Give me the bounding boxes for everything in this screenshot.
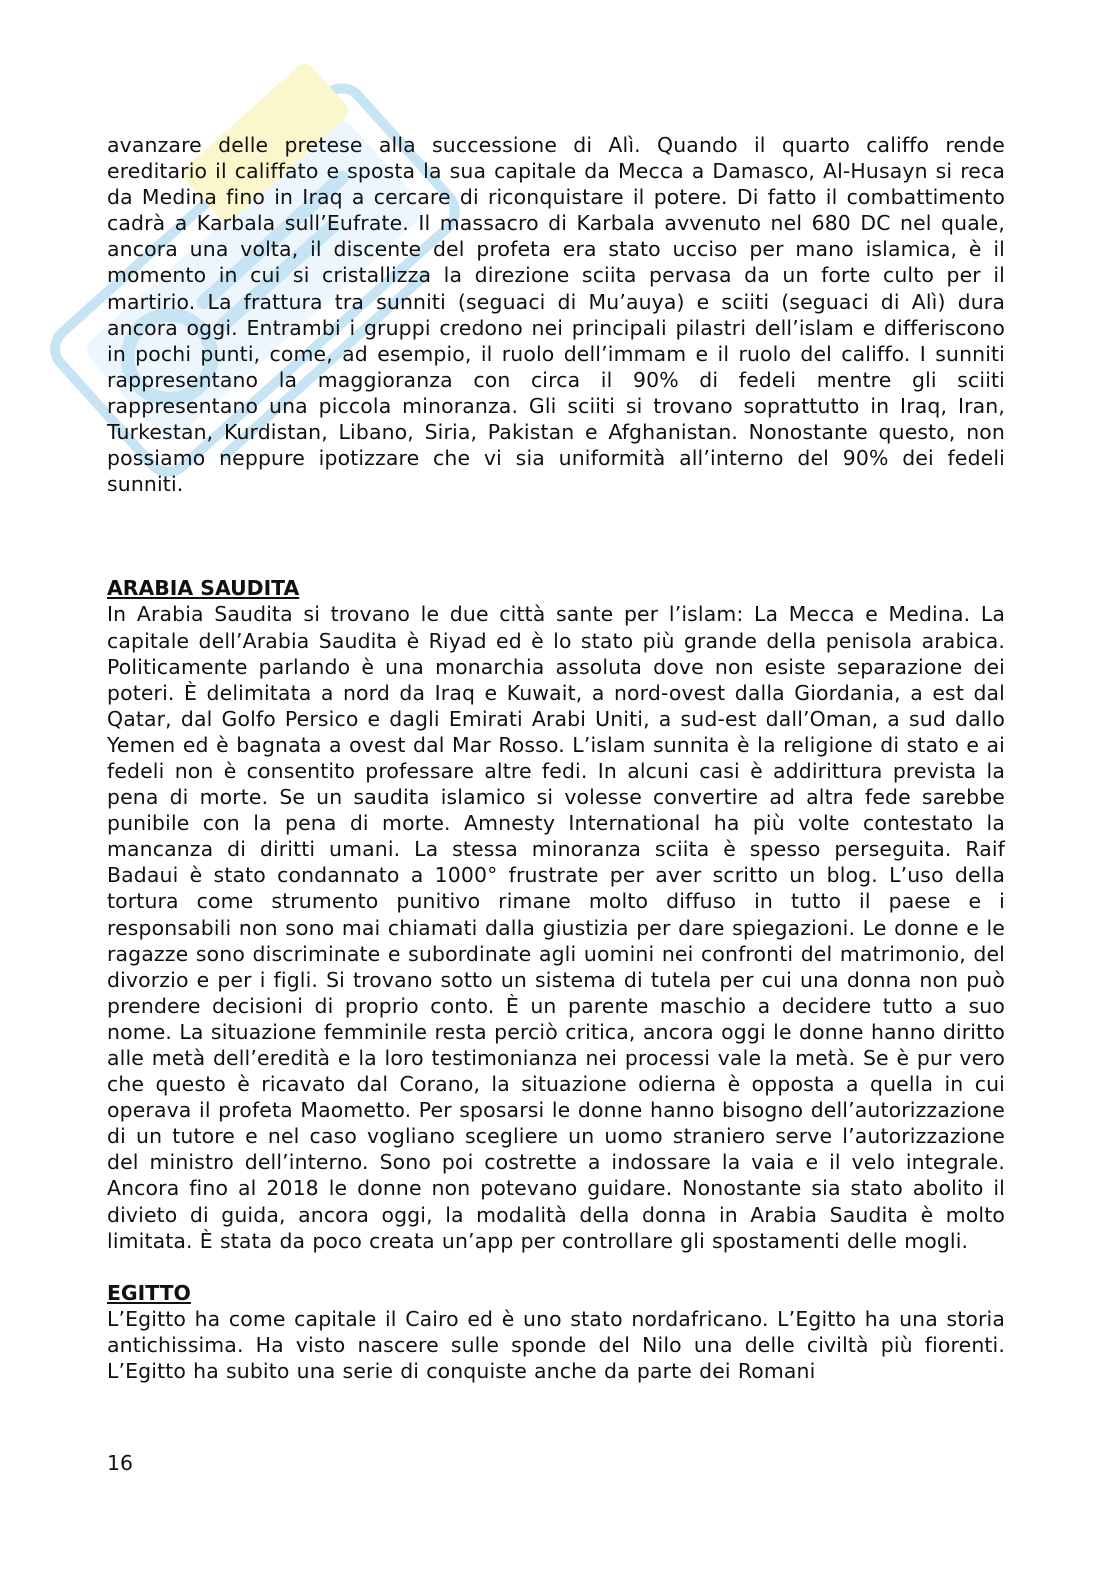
section-heading-egitto: EGITTO [107, 1280, 191, 1305]
arabia-saudita-paragraph: In Arabia Saudita si trovano le due città sante per l’islam: La Mecca e Medina. La capitale dell’Arabia Saudita è Riyad ed è lo stato più grande della penisola arabica. Politicamente parlando è una monarchia assoluta dove non esiste separazione dei poteri. È delimitata a nord da Iraq e Kuwait, a nord-ovest dalla Giordania, a est dal Qatar, dal Golfo Persico e dagli Emirati Arabi Uniti, a sud-est dall’Oman, a sud dallo Yemen ed è bagnata a ovest dal Mar Rosso. L’islam sunnita è la religione di stato e ai fedeli non è consentito professare altre fedi. In alcuni casi è addirittura prevista la pena di morte. Se un saudita islamico si volesse convertire ad altra fede sarebbe punibile con la pena di morte. Amnesty International ha più volte contestato la mancanza di diritti umani. La stessa minoranza sciita è spesso perseguita. Raif Badaui è stato condannato a 1000° frustrate per aver scritto un blog. L’uso della tortura come strumento punitivo rimane molto diffuso in tutto il paese e i responsabili non sono mai chiamati dalla giustizia per dare spiegazioni. Le donne e le ragazze sono discriminate e subordinate agli uomini nei confronti del matrimonio, del divorzio e per i figli. Si trovano sotto un sistema di tutela per cui una donna non può prendere decisioni di proprio conto. È un parente maschio a decidere tutto a suo nome. La situazione femminile resta perciò critica, ancora oggi le donne hanno diritto alle metà dell’eredità e la loro testimonianza nei processi vale la metà. Se è pur vero che questo è ricavato dal Corano, la situazione odierna è opposta a quella in cui operava il profeta Maometto. Per sposarsi le donne hanno bisogno dell’autorizzazione di un tutore e nel caso vogliano scegliere un uomo straniero serve l’autorizzazione del ministro dell’interno. Sono poi costrette a indossare la vaia e il velo integrale. Ancora fino al 2018 le donne non potevano guidare. Nonostante sia stato abolito il divieto di guida, ancora oggi, la modalità della donna in Arabia Saudita è molto limitata. È stata da poco creata un’app per controllare gli spostamenti delle mogli. [107, 602, 1005, 1253]
egitto-paragraph: L’Egitto ha come capitale il Cairo ed è uno stato nordafricano. L’Egitto ha una storia antichissima. Ha visto nascere sulle sponde del Nilo una delle civiltà più fiorenti. L’Egitto ha subito una serie di conquiste anche da parte dei Romani [107, 1306, 1005, 1384]
section-heading-arabia-saudita: ARABIA SAUDITA [107, 576, 300, 601]
intro-paragraph: avanzare delle pretese alla successione di Alì. Quando il quarto califfo rende ereditario il califfato e sposta la sua capitale da Mecca a Damasco, Al-Husayn si reca da Medina fino in Iraq a cercare di riconquistare il potere. Di fatto il combattimento cadrà a Karbala sull’Eufrate. Il massacro di Karbala avvenuto nel 680 DC nel quale, ancora una volta, il discente del profeta era stato ucciso per mano islamica, è il momento in cui si cristallizza la direzione sciita pervasa da un forte culto per il martirio. La frattura tra sunniti (seguaci di Mu’auya) e sciiti (seguaci di Alì) dura ancora oggi. Entrambi i gruppi credono nei principali pilastri dell’islam e differiscono in pochi punti, come, ad esempio, il ruolo dell’immam e il ruolo del califfo. I sunniti rappresentano la maggioranza con circa il 90% di fedeli mentre gli sciiti rappresentano una piccola minoranza. Gli sciiti si trovano soprattutto in Iraq, Iran, Turkestan, Kurdistan, Libano, Siria, Pakistan e Afghanistan. Nonostante questo, non possiamo neppure ipotizzare che vi sia uniformità all’interno del 90% dei fedeli sunniti. [107, 133, 1005, 497]
document-body [107, 132, 1005, 1384]
page-number: 16 [107, 1451, 133, 1475]
